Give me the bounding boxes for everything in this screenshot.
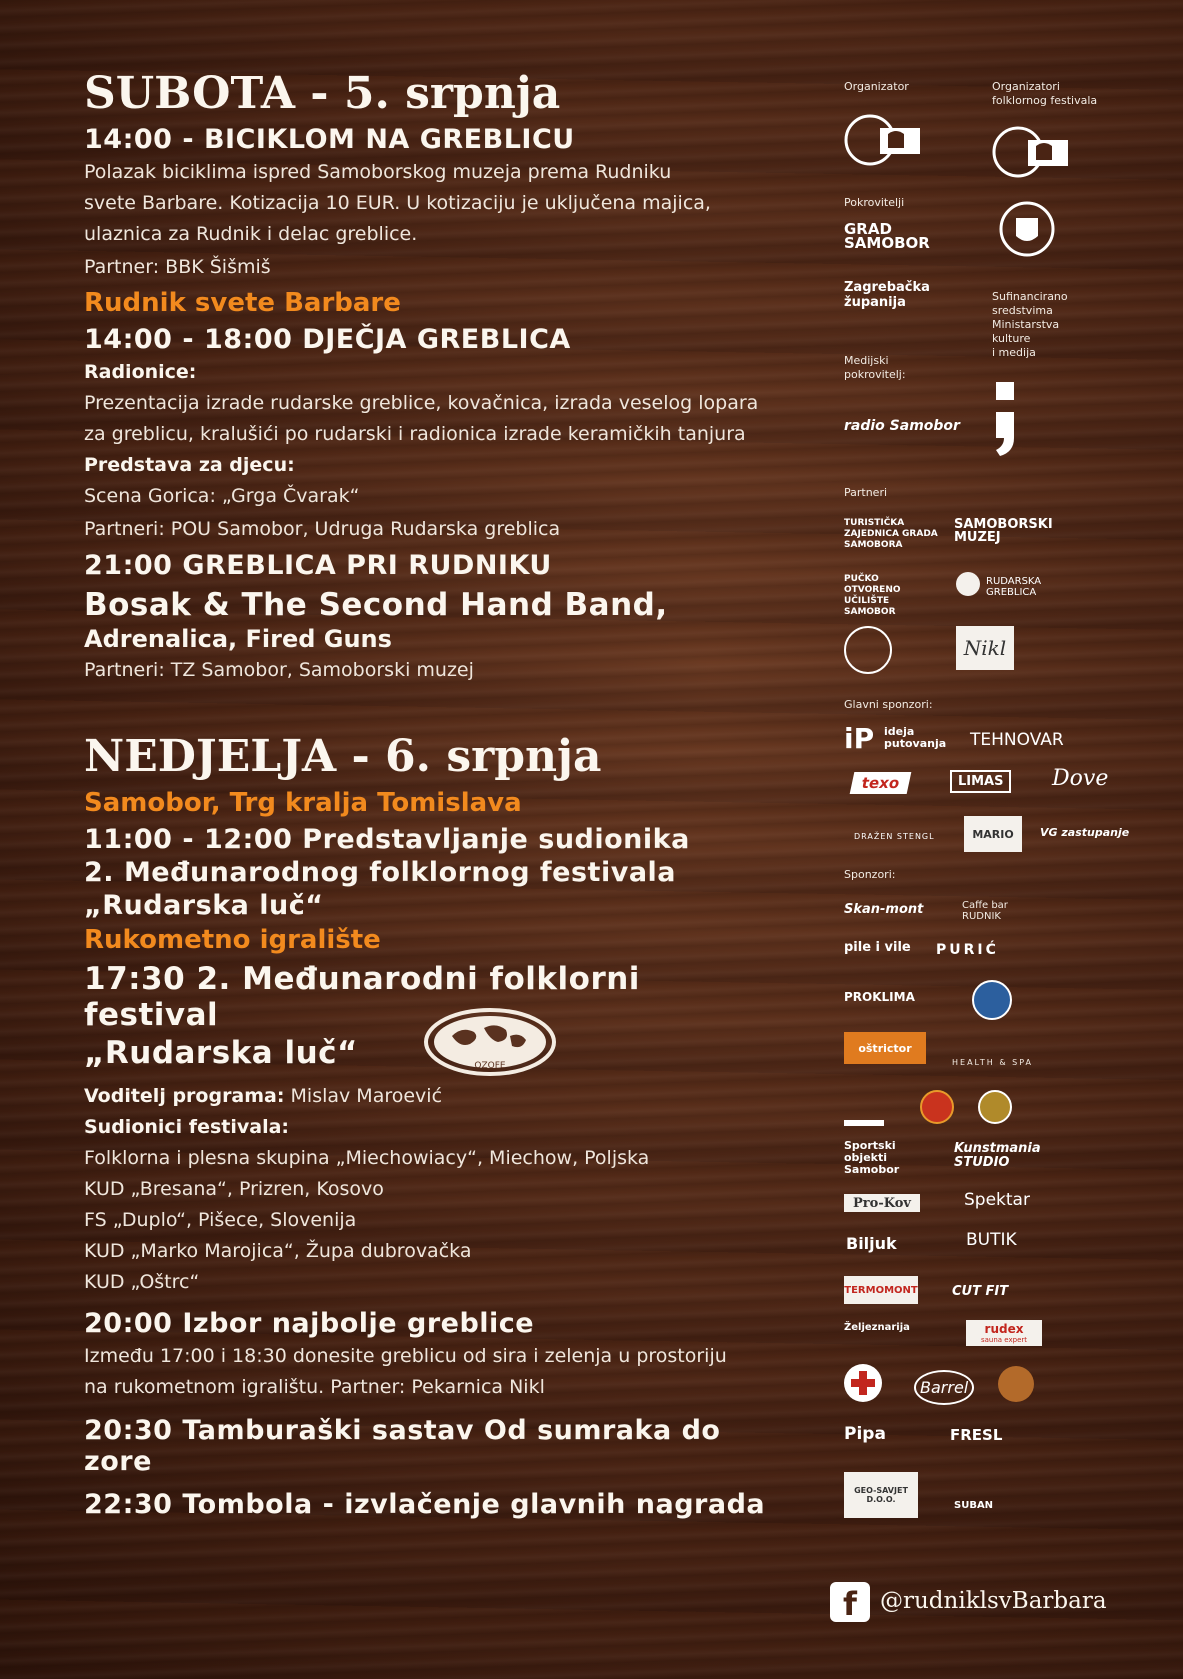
zagrebacka-line: županija [844, 295, 906, 310]
sat-show-label: Predstava za djecu: [84, 454, 295, 477]
sat-event3-time: 21:00 GREBLICA PRI RUDNIKU [84, 550, 552, 582]
sponsors-list-label: Sponzori: [844, 868, 896, 881]
muzej-line: MUZEJ [954, 530, 1001, 545]
sponsor-column [830, 0, 1183, 1679]
grad-samobor-line: SAMOBOR [844, 234, 930, 252]
udruga-logo-mark [956, 572, 980, 596]
cofinanced-line: Sufinancirano [992, 290, 1068, 303]
caffe-line: RUDNIK [962, 911, 1001, 922]
sun-host-name: Mislav Maroević [284, 1084, 443, 1107]
termomont-logo: TERMOMONT [844, 1276, 918, 1304]
sun-event1: 11:00 - 12:00 Predstavljanje sudionika [84, 823, 690, 855]
sat-location: Rudnik svete Barbare [84, 288, 401, 319]
sun-event4: 20:30 Tamburaški sastav Od sumraka do zore [84, 1414, 721, 1477]
cut-fit-logo: CUT FIT [952, 1284, 1009, 1299]
caffe-line: Caffe bar [962, 900, 1008, 911]
udruga-line: RUDARSKA [986, 576, 1042, 587]
sun-event1: 2. Međunarodnog folklornog festivala [84, 856, 677, 888]
sunday-title: NEDJELJA - 6. srpnja [84, 731, 602, 783]
samobor-coat-of-arms-logo [998, 200, 1056, 258]
tz-samobor-logo: TURISTIČKA ZAJEDNICA GRADA SAMOBORA [844, 518, 938, 550]
saturday-title: SUBOTA - 5. srpnja [84, 68, 561, 119]
sat-workshops-label: Radionice: [84, 361, 197, 384]
pro-kov-logo: Pro-Kov [844, 1194, 920, 1212]
sun-location: Samobor, Trg kralja Tomislava [84, 787, 522, 818]
nikl-logo: Nikl [956, 626, 1014, 670]
red-cross-logo [844, 1364, 882, 1402]
autoservis-mario-logo: MARIO [964, 816, 1022, 852]
divljac-logo [978, 1090, 1012, 1124]
sat-event2-time: 14:00 - 18:00 DJEČJA GREBLICA [84, 324, 571, 356]
butik-logo: BUTIK [966, 1230, 1017, 1250]
participant-item: Folklorna i plesna skupina „Miechowiacy“, Miechow, Poljska [84, 1146, 650, 1169]
sun-event1: „Rudarska luč“ [84, 889, 324, 921]
festival-organizers-line: Organizatori [992, 80, 1060, 93]
sponsor-round-logo [998, 1366, 1034, 1402]
sat-event3-partner: Partneri: TZ Samobor, Samoborski muzej [84, 659, 474, 682]
sportski-objekti-logo: Sportski objekti Samobor [844, 1139, 900, 1176]
building-logo [844, 1084, 884, 1126]
rudnik-logo [844, 112, 924, 168]
biljuk-logo: Biljuk [846, 1234, 897, 1253]
udruga-line: GREBLICA [986, 587, 1037, 598]
rudex-line: rudex [984, 1322, 1024, 1336]
barrel-band-logo: Barrel [914, 1370, 974, 1405]
program-column [84, 70, 774, 1522]
festival-organizers-label [992, 80, 1097, 108]
sun-host [84, 1081, 774, 1112]
tehnovar-logo: TEHNOVAR [970, 730, 1064, 750]
radio-samobor-logo: radio Samobor [844, 418, 960, 434]
zagrebacka-zupanija-logo [844, 280, 930, 310]
sun-event3-line: na rukometnom igralištu. Partner: Pekarnica Nikl [84, 1375, 545, 1398]
rudex-line: sauna expert [980, 1336, 1028, 1344]
skan-mont-logo: Skan-mont [844, 902, 924, 917]
cofinanced-line: kulture [992, 332, 1031, 345]
sat-event1-line: svete Barbare. Kotizacija 10 EUR. U kotizaciju je uključena majica, [84, 192, 711, 215]
proklima-logo: PROKLIMA [844, 990, 915, 1004]
zeljeznarija-logo: Željeznarija [844, 1322, 910, 1333]
sat-bands: Adrenalica, Fired Guns [84, 625, 392, 654]
sat-event2-partner: Partneri: POU Samobor, Udruga Rudarska greblica [84, 518, 561, 541]
media-sponsor-line: pokrovitelj: [844, 368, 906, 381]
sat-event1-time: 14:00 - BICIKLOM NA GREBLICU [84, 124, 575, 156]
muzej-line: SAMOBORSKI [954, 517, 1053, 532]
festival-organizers-line: folklornog festivala [992, 94, 1098, 107]
sun-event2: „Rudarska luč“ [84, 1034, 358, 1071]
kunst-line: Kunstmania [954, 1141, 1041, 1156]
ministry-of-culture-logo [992, 378, 1022, 458]
rudnik-logo [992, 124, 1072, 180]
sun-location: Rukometno igralište [84, 924, 381, 955]
samoborski-muzej-logo [954, 518, 1053, 544]
ozofe-globe-logo [422, 1006, 558, 1078]
fresl-logo: FRESL [950, 1426, 1003, 1444]
sponsors-label: Pokrovitelji [844, 196, 905, 209]
participant-item: FS „Duplo“, Pišece, Slovenija [84, 1208, 357, 1231]
ozofe-text: OZOFE [474, 1061, 506, 1071]
limas-logo: LIMAS [950, 770, 1011, 793]
health-spa-logo: HEALTH & SPA [952, 1058, 1033, 1067]
ip-line: putovanja [884, 737, 947, 750]
sponsor-round-logo [972, 980, 1012, 1020]
facebook-icon[interactable]: f [830, 1582, 870, 1622]
suban-logo: SUBAN [954, 1500, 994, 1511]
dove-logo: Dove [1052, 766, 1109, 791]
kunst-line: STUDIO [954, 1155, 1010, 1170]
sun-event3-line: Između 17:00 i 18:30 donesite greblicu od sira i zelenja u prostoriju [84, 1344, 727, 1367]
sat-event1-line: Polazak biciklima ispred Samoborskog muzeja prema Rudniku [84, 161, 672, 184]
geo-savjet-logo: GEO-SAVJET D.O.O. [844, 1472, 918, 1518]
pou-samobor-logo: PUČKO OTVORENO UČILIŠTE SAMOBOR [844, 574, 901, 617]
sat-event2-line: Prezentacija izrade rudarske greblice, kovačnica, izrada veselog lopara [84, 392, 759, 415]
participant-item: KUD „Oštrc“ [84, 1270, 200, 1293]
rudarska-greblica-logo [986, 576, 1041, 598]
participant-item: KUD „Marko Marojica“, Župa dubrovačka [84, 1239, 472, 1262]
puric-logo: PURIĆ [936, 942, 999, 958]
texo-logo: texo [850, 772, 912, 794]
sat-bands: Bosak & The Second Hand Band, [84, 587, 668, 624]
shield-logo [920, 1090, 954, 1124]
sat-event2-line: Scena Gorica: „Grga Čvarak“ [84, 485, 360, 508]
pile-i-vile-logo: pile i vile [844, 940, 911, 955]
drazen-stengl-logo: DRAŽEN STENGL [854, 832, 935, 841]
organizer-label: Organizator [844, 80, 909, 93]
zagrebacka-line: Zagrebačka [844, 280, 930, 295]
spektar-logo: Spektar [964, 1190, 1030, 1210]
grad-samobor-logo [844, 222, 930, 250]
sun-event2: 17:30 2. Međunarodni folklorni festival [84, 960, 640, 1033]
rudex-logo [966, 1320, 1042, 1346]
partners-label: Partneri [844, 486, 888, 499]
pipa-logo: Pipa [844, 1424, 886, 1444]
caffe-bar-rudnik-logo [962, 900, 1008, 922]
ideja-putovanja-logo [884, 726, 946, 750]
cofinanced-line: Ministarstva [992, 318, 1060, 331]
facebook-handle[interactable]: @rudniklsvBarbara [880, 1588, 1107, 1614]
kunstmania-logo [954, 1142, 1041, 1170]
sun-event5: 22:30 Tombola - izvlačenje glavnih nagrada [84, 1488, 766, 1520]
vg-zastupanje-logo: VG zastupanje [1040, 826, 1130, 839]
sat-event2-line: za greblicu, kralušići po rudarski i radionica izrade keramičkih tanjura [84, 423, 746, 446]
sun-participants-label: Sudionici festivala: [84, 1115, 290, 1138]
participant-item: KUD „Bresana“, Prizren, Kosovo [84, 1177, 384, 1200]
media-sponsor-line: Medijski [844, 354, 889, 367]
cofinanced-label [992, 290, 1068, 360]
grad-samobor-line: GRAD [844, 220, 892, 238]
sun-host-label: Voditelj programa: [84, 1084, 285, 1107]
ideja-putovanja-mark: iP [844, 722, 875, 755]
media-sponsor-label [844, 354, 906, 382]
ostrictor-logo: oštrictor [844, 1032, 926, 1064]
cofinanced-line: i medija [992, 346, 1036, 359]
sat-event1-partner: Partner: BBK Šišmiš [84, 256, 271, 279]
main-sponsors-label: Glavni sponzori: [844, 698, 933, 711]
partner-round-logo [844, 626, 892, 674]
ip-line: ideja [884, 725, 915, 738]
cofinanced-line: sredstvima [992, 304, 1053, 317]
sun-event3-time: 20:00 Izbor najbolje greblice [84, 1307, 535, 1339]
sat-event1-line: ulaznica za Rudnik i delac greblice. [84, 223, 418, 246]
